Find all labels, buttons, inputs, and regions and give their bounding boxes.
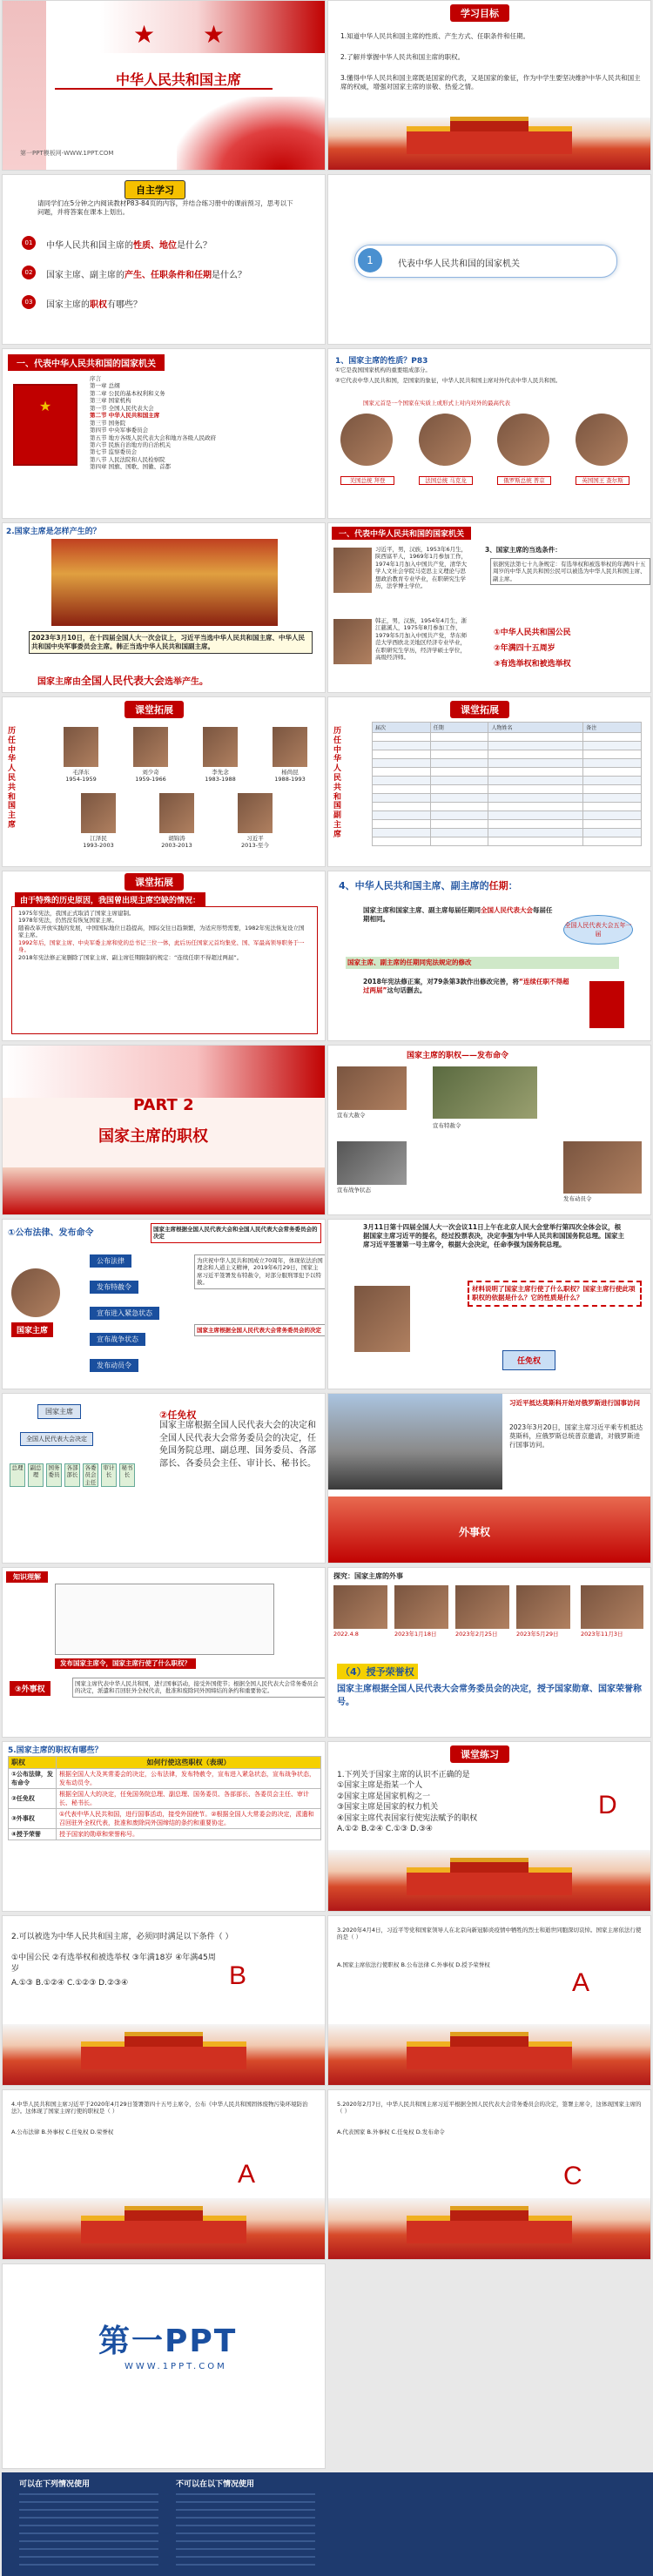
slide-exercise-2[interactable] bbox=[2, 1915, 326, 2086]
slide-exercise-5[interactable] bbox=[327, 2089, 651, 2260]
slide-term[interactable] bbox=[327, 871, 651, 1041]
slide-header: 一、代表中华人民共和国的国家机关 bbox=[8, 354, 165, 371]
q-number: 03 bbox=[22, 295, 36, 309]
slide-exercise-1[interactable] bbox=[327, 1741, 651, 1912]
answer-2: ②它代表中华人民共和国，是国家的象征，中华人民共和国主席对外代表中华人民共和国。 bbox=[335, 377, 562, 384]
note-box: 为庆祝中华人民共和国成立70周年，体现依法治国理念和人道主义精神，2019年6月29日，国家主席习近平签署发布特赦令，对部分服刑罪犯予以特赦。 bbox=[194, 1254, 326, 1289]
answer: C bbox=[563, 2162, 582, 2190]
slide-nature[interactable] bbox=[327, 348, 651, 519]
slide-past-presidents[interactable] bbox=[2, 696, 326, 867]
power-item: 公布法律 bbox=[90, 1254, 131, 1268]
speech-bubble: 全国人民代表大会五年一届 bbox=[563, 915, 633, 945]
document-image bbox=[55, 1584, 274, 1655]
slide-heading: 4、中华人民共和国主席、副主席的任期： bbox=[339, 880, 518, 891]
slide-self-study[interactable] bbox=[2, 174, 326, 345]
event-photo bbox=[333, 1585, 387, 1629]
slide-objectives[interactable] bbox=[327, 0, 651, 171]
photo-caption: 宣布特赦令 bbox=[433, 1122, 461, 1129]
objective-2: 2.了解并掌握中华人民共和国主席的职权。 bbox=[340, 53, 465, 61]
tree-root: 国家主席 bbox=[37, 1404, 81, 1419]
node-label: 国家主席 bbox=[11, 1322, 53, 1337]
condition-1: ①中华人民共和国公民 bbox=[494, 629, 571, 637]
answer: A bbox=[572, 1968, 590, 1997]
power-text: 国家主席根据全国人民代表大会常务委员会的决定，授予国家勋章、国家荣誉称号。 bbox=[337, 1685, 642, 1707]
news-text: 2023年3月10日，在十四届全国人大一次会议上，习近平当选中华人民共和国主席、中华人民共和国中央军事委员会主席。韩正当选中华人民共和国副主席。 bbox=[29, 631, 313, 654]
amendment-text: 2018年宪法修正案，对79条第3款作出修改完善，将“连续任职不得超过两届”这句话删去。 bbox=[363, 978, 569, 995]
portrait-photo bbox=[238, 793, 273, 833]
label: 俄罗斯总统 普京 bbox=[497, 476, 551, 485]
tiananmen-decor bbox=[3, 2024, 326, 2085]
power-item: 宣布进入紧急状态 bbox=[90, 1307, 159, 1320]
slide-title-text: 中华人民共和国主席 bbox=[116, 71, 242, 88]
footer-lines bbox=[19, 2493, 158, 2568]
star-icon: ★ bbox=[133, 20, 156, 49]
side-title: 历任中华人民共和国主席 bbox=[8, 727, 17, 830]
tiananmen-decor bbox=[328, 2198, 651, 2259]
event-photo bbox=[337, 1066, 407, 1110]
slide-vacancy-history[interactable] bbox=[2, 871, 326, 1041]
slide-exercise-3[interactable] bbox=[327, 1915, 651, 2086]
event-photo bbox=[337, 1141, 407, 1185]
box-title: 由于特殊的历史原因，我国曾出现主席空缺的情况： bbox=[15, 892, 205, 907]
power-desc: 国家主席根据全国人民代表大会和全国人民代表大会常务委员会的决定 bbox=[151, 1223, 321, 1243]
question-box: 材料说明了国家主席行使了什么职权？国家主席行使此项职权的依据是什么？它的性质是什么？ bbox=[468, 1281, 642, 1307]
power-title: ①公布法律、发布命令 bbox=[8, 1228, 94, 1238]
name-label: 杨尚昆 1988-1993 bbox=[274, 769, 306, 784]
question: 5.国家主席的职权有哪些？ bbox=[8, 1746, 103, 1755]
slide-foreign-affairs-case[interactable] bbox=[327, 1393, 651, 1564]
power-item: 发布特赦令 bbox=[90, 1281, 138, 1294]
news-text: 2023年3月20日，国家主席习近平乘专机抵达莫斯科，应俄罗斯总统普京邀请，对俄罗斯进行国事访问。 bbox=[509, 1423, 643, 1449]
term-text: 国家主席和国家主席、副主席每届任期同全国人民代表大会每届任期相同。 bbox=[363, 906, 553, 924]
amendment-title: 国家主席、副主席的任期同宪法规定的修改 bbox=[346, 957, 619, 969]
date-caption: 2023年11月3日 bbox=[581, 1631, 623, 1638]
instructions: 请同学们在5分钟之内阅读教材P83-84页的内容，并结合练习册中的课前预习，思考以下问题，并将答案在课本上划出。 bbox=[37, 199, 293, 217]
choices: A.代表国家 B.外事权 C.任免权 D.发布命令 bbox=[337, 2129, 445, 2135]
section-tag: 自主学习 bbox=[125, 180, 185, 199]
news-text: 3月11日第十四届全国人大一次会议11日上午在北京人民大会堂举行第四次全体会议，根据国家主席习近平的提名，经过投票表决，决定李强为中华人民共和国国务院总理。国家主席习近平签署第一号主席令，根据大会决定，任命李强为国务院总理。 bbox=[363, 1223, 624, 1249]
bio-2: 韩正，男，汉族，1954年4月生，浙江慈溪人，1975年8月参加工作，1979年5月加入中国共产党，华东师范大学西欧北美地区经济专业毕业，在职研究生学历，经济学硕士学位，高级经济师。 bbox=[375, 617, 468, 662]
license-footer bbox=[2, 2472, 653, 2576]
condition-2: ②年满四十五周岁 bbox=[494, 644, 555, 653]
label: 美国总统 拜登 bbox=[340, 476, 394, 485]
date-caption: 2022.4.8 bbox=[333, 1631, 359, 1638]
footer-lines bbox=[176, 2493, 315, 2568]
q-number: 01 bbox=[22, 236, 36, 250]
caption: 国家元首是一个国家在实质上或形式上对内对外的最高代表 bbox=[363, 400, 510, 407]
constitution-book bbox=[589, 981, 624, 1028]
side-title: 历任中华人民共和国副主席 bbox=[333, 727, 342, 839]
slide-heading: 国家主席的职权——发布命令 bbox=[407, 1052, 509, 1060]
photo-caption: 宣布大赦令 bbox=[337, 1112, 366, 1119]
empty-cell bbox=[327, 2263, 651, 2469]
part-title: 国家主席的职权 bbox=[98, 1127, 208, 1146]
note-box: 国家主席根据全国人民代表大会常务委员会的决定 bbox=[194, 1324, 326, 1336]
footer-left-title: 可以在下列情况使用 bbox=[19, 2480, 91, 2489]
answer: B bbox=[229, 1961, 247, 1990]
decor-bottom bbox=[3, 1167, 326, 1215]
slide-power-3[interactable] bbox=[2, 1567, 326, 1738]
power-title: （4）授予荣誉权 bbox=[337, 1664, 418, 1679]
decor-band bbox=[3, 1046, 326, 1098]
power-title: ②任免权 bbox=[159, 1409, 197, 1421]
date-caption: 2023年2月25日 bbox=[455, 1631, 498, 1638]
condition-3: ③有选举权和被选举权 bbox=[494, 660, 571, 669]
name-label: 习近平 2013-至今 bbox=[241, 835, 269, 850]
tiananmen-decor bbox=[328, 118, 651, 170]
vice-president-table: 届次 任期 人物姓名 备注 bbox=[372, 722, 642, 846]
event-photo bbox=[563, 1141, 642, 1194]
slide-honor[interactable] bbox=[327, 1567, 651, 1738]
portrait-photo bbox=[11, 1268, 60, 1317]
tiananmen-decor bbox=[328, 1850, 651, 1911]
power-text: 国家主席代表中华人民共和国，进行国事活动，接受外国使节；根据全国人民代表大会常务委员会的决定，派遣和召回驻外全权代表，批准和废除同外国缔结的条约和重要协定。 bbox=[72, 1678, 326, 1698]
name-label: 毛泽东 1954-1959 bbox=[65, 769, 97, 784]
slide-section-1[interactable] bbox=[327, 174, 651, 345]
portrait-photo bbox=[159, 793, 194, 833]
q-number: 02 bbox=[22, 266, 36, 279]
portrait-photo bbox=[64, 727, 98, 767]
choices: A.国家主席依法行使职权 B.公布法律 C.外事权 D.授予荣誉权 bbox=[337, 1961, 490, 1968]
slide-heading: 探究：国家主席的外事 bbox=[333, 1572, 403, 1580]
power-text: 国家主席根据全国人民代表大会的决定和全国人民代表大会常务委员会的决定，任免国务院总理、副总理、国务委员、各部部长、各委员会主任、审计长、秘书长。 bbox=[159, 1421, 316, 1469]
powers-table: 职权 如何行使这些职权（表现） ①公布法律，发布命令 根据全国人大及其常委会的决定，公布法律，发布特赦令，宣布进入紧急状态，宣布战争状态，发布动员令。 ②任免权 根据全国人大的决定，任免国务院总理、副总理、国务委员、各部部长、各委员会主任、审计长、秘书长。 ③外事权 ①代表中华人民共和国，进行国事活动，接受外国使节。②根据全国人大常委会的决定，派遣和召回驻外全权代表，批准和废除同外国缔结的条约和重要协定。 ④授予荣誉 授予国家的勋章和荣誉称号。 bbox=[8, 1756, 321, 1840]
photo-caption: 发布动员令 bbox=[563, 1195, 592, 1202]
slide-orders[interactable] bbox=[327, 1045, 651, 1215]
tiananmen-decor bbox=[328, 2024, 651, 2085]
answer-label: 外事权 bbox=[459, 1526, 491, 1538]
section-tag: 课堂练习 bbox=[450, 1745, 509, 1763]
portrait-photo bbox=[419, 414, 471, 466]
site-footer: 第一PPT模板网-WWW.1PPT.COM bbox=[20, 150, 114, 157]
decor-ribbon bbox=[177, 97, 326, 171]
options: ①中国公民 ②有选举权和被选举权 ③年满18岁 ④年满45周岁 bbox=[11, 1954, 216, 1974]
question: 3.2020年4月4日，习近平等党和国家领导人在北京向新冠肺炎疫情中牺牲的烈士和逝世同胞深切哀悼。国家主席依法行使的是（ ） bbox=[337, 1927, 642, 1941]
portrait-photo bbox=[203, 727, 238, 767]
question-2: 国家主席、副主席的产生、任职条件和任期是什么？ bbox=[46, 271, 246, 280]
star-icon: ★ bbox=[203, 20, 226, 49]
constitution-book: ★ bbox=[13, 384, 77, 466]
answer-1: ①它是我国国家机构的重要组成部分。 bbox=[335, 367, 431, 373]
section-tag: 课堂拓展 bbox=[450, 701, 509, 718]
date-caption: 2023年5月29日 bbox=[516, 1631, 559, 1638]
name-label: 胡锦涛 2003-2013 bbox=[161, 835, 192, 850]
options: ①国家主席是指某一个人 ②国家主席是国家机构之一 ③国家主席是国家的权力机关 ④国家主席代表国家行使宪法赋予的职权 A.①② B.②④ C.①③ D.③④ bbox=[337, 1781, 478, 1834]
section-tag: 课堂拓展 bbox=[125, 873, 184, 891]
question: 2.国家主席是怎样产生的？ bbox=[6, 528, 101, 536]
question: 2.可以被选为中华人民共和国主席，必须同时满足以下条件（ ） bbox=[11, 1933, 233, 1941]
objective-3: 3.懂得中华人民共和国主席既是国家的代表，又是国家的象征，作为中学生要坚决维护中华人民共和国主席的权威，增强对国家主席的崇敬、热爱之情。 bbox=[340, 74, 641, 91]
date-caption: 2023年1月18日 bbox=[394, 1631, 437, 1638]
question-3: 国家主席的职权有哪些？ bbox=[46, 300, 142, 310]
conditions-text: 依据宪法第七十九条规定：有选举权和被选举权的年满四十五周岁的中华人民共和国公民可以被选为中华人民共和国主席、副主席。 bbox=[490, 558, 650, 585]
question: 5.2020年2月7日，中华人民共和国主席习近平根据全国人民代表大会常务委员会的决定，签署主席令，这体现国家主席的（ ） bbox=[337, 2101, 642, 2115]
portrait-photo bbox=[576, 414, 628, 466]
slide-title[interactable] bbox=[2, 0, 326, 171]
brand-logo: 第一PPT bbox=[98, 2324, 238, 2359]
event-photo bbox=[455, 1585, 509, 1629]
answer: D bbox=[598, 1791, 617, 1819]
name-label: 刘少奇 1959-1966 bbox=[135, 769, 166, 784]
conclusion: 国家主席由全国人民代表大会选举产生。 bbox=[37, 675, 209, 687]
event-photo bbox=[516, 1585, 570, 1629]
event-photo bbox=[581, 1585, 643, 1629]
part-number: PART 2 bbox=[133, 1096, 194, 1114]
answer: A bbox=[238, 2160, 256, 2189]
portrait-photo bbox=[273, 727, 307, 767]
slide-part2[interactable] bbox=[2, 1045, 326, 1215]
choices: A.①③ B.①②④ C.①②③ D.②③④ bbox=[11, 1979, 129, 1987]
decor-left bbox=[3, 1, 46, 171]
objective-1: 1.知道中华人民共和国主席的性质、产生方式、任职条件和任期。 bbox=[340, 32, 530, 40]
slide-election[interactable] bbox=[2, 522, 326, 693]
question: 发布国家主席令，国家主席行使了什么职权？ bbox=[55, 1658, 196, 1669]
question: 4.中华人民共和国主席习近平于2020年4月29日签署第四十五号主席令，公布《中华人民共和国固体废物污染环境防治法》。这体现了国家主席行使的职权是（ ） bbox=[11, 2101, 308, 2115]
slide-power-2[interactable] bbox=[2, 1393, 326, 1564]
question-1: 中华人民共和国主席的性质、地位是什么？ bbox=[46, 241, 212, 251]
footer-right-title: 不可以在以下情况使用 bbox=[176, 2480, 255, 2489]
section-tag: 课堂拓展 bbox=[125, 701, 184, 718]
event-photo bbox=[433, 1066, 537, 1119]
slide-conditions[interactable] bbox=[327, 522, 651, 693]
slide-brand[interactable] bbox=[2, 2263, 326, 2469]
slide-constitution[interactable] bbox=[2, 348, 326, 519]
slide-appointment-case[interactable] bbox=[327, 1219, 651, 1389]
section-tag: 知识理解 bbox=[6, 1571, 48, 1583]
tree-flow: 全国人民代表大会决定 bbox=[20, 1432, 93, 1446]
title-divider bbox=[55, 88, 273, 90]
brand-url: WWW.1PPT.COM bbox=[125, 2362, 227, 2371]
power-title: ③外事权 bbox=[10, 1681, 50, 1696]
toc-list: 序言 第一章 总纲 第二章 公民的基本权利和义务 第三章 国家机构 第一节 全国人民代表大会 第二节 中华人民共和国主席 第三节 国务院 第四节 中央军事委员会 第五节 地方各级人民代表大会和地方各级人民政府 第六节 民族自治地方的自治机关 第七节 监察委员会 第八节 人民法院和人民检察院 第四章 国旗、国歌、国徽、首都 bbox=[90, 375, 217, 471]
power-item: 宣布战争状态 bbox=[90, 1333, 145, 1346]
answer-button[interactable]: 任免权 bbox=[502, 1350, 555, 1370]
slide-past-vice-presidents[interactable] bbox=[327, 696, 651, 867]
portrait-photo bbox=[333, 548, 372, 593]
portrait-photo bbox=[333, 619, 372, 664]
name-label: 李先念 1983-1988 bbox=[205, 769, 236, 784]
portrait-photo bbox=[340, 414, 393, 466]
slide-summary-table[interactable] bbox=[2, 1741, 326, 1912]
congress-photo bbox=[51, 539, 278, 626]
tiananmen-decor bbox=[3, 2198, 326, 2259]
tree-leaves: 总理 副总理 国务委员 各部部长 各委员会主任 审计长 秘书长 bbox=[10, 1463, 151, 1487]
photo-caption: 宣布战争状态 bbox=[337, 1187, 371, 1194]
choices: A.公布法律 B.外事权 C.任免权 D.荣誉权 bbox=[11, 2129, 114, 2135]
slide-exercise-4[interactable] bbox=[2, 2089, 326, 2260]
label: 英国国王 查尔斯 bbox=[576, 476, 629, 485]
question: 1.下列关于国家主席的认识不正确的是 bbox=[337, 1771, 470, 1779]
section-label: 代表中华人民共和国的国家机关 bbox=[398, 259, 520, 269]
label: 法国总统 马克龙 bbox=[419, 476, 473, 485]
slide-power-1[interactable] bbox=[2, 1219, 326, 1389]
section-number: 1 bbox=[358, 248, 382, 272]
power-item: 发布动员令 bbox=[90, 1359, 138, 1372]
portrait-photo bbox=[133, 727, 168, 767]
event-photo bbox=[394, 1585, 448, 1629]
event-photo bbox=[328, 1394, 502, 1490]
slide-header: 一、代表中华人民共和国的国家机关 bbox=[332, 527, 471, 540]
question: 1、国家主席的性质？P83 bbox=[335, 357, 428, 366]
name-label: 江泽民 1993-2003 bbox=[83, 835, 114, 850]
news-title: 习近平抵达莫斯科开始对俄罗斯进行国事访问 bbox=[509, 1399, 640, 1407]
conditions-title: 3、国家主席的当选条件： bbox=[485, 546, 562, 554]
portrait-photo bbox=[81, 793, 116, 833]
portrait-photo bbox=[497, 414, 549, 466]
section-tag: 学习目标 bbox=[450, 4, 509, 22]
portrait-photo bbox=[354, 1286, 410, 1352]
history-list: 1975年宪法，我国正式取消了国家主席建制。 1978年宪法，仍然没有恢复国家主席。 随着改革开放实践的发展，中国国际地位日趋提高，国际交往日趋频繁，为适应形势需要，1982年宪法恢复设立国家主席。 1992年后，国家主席、中央军委主席和党的总书记三位一体，此后历任国家元首均集党、国、军最高领导职务于一身。 2018年宪法修正案删除了国家主席、副主席任期限制的规定：“连续任职不得超过两届”。 bbox=[18, 910, 305, 961]
bio-1: 习近平，男，汉族，1953年6月生，陕西富平人，1969年1月参加工作，1974年1月加入中国共产党，清华大学人文社会学院马克思主义理论与思想政治教育专业毕业，在职研究生学历，法学博士学位。 bbox=[375, 546, 468, 590]
